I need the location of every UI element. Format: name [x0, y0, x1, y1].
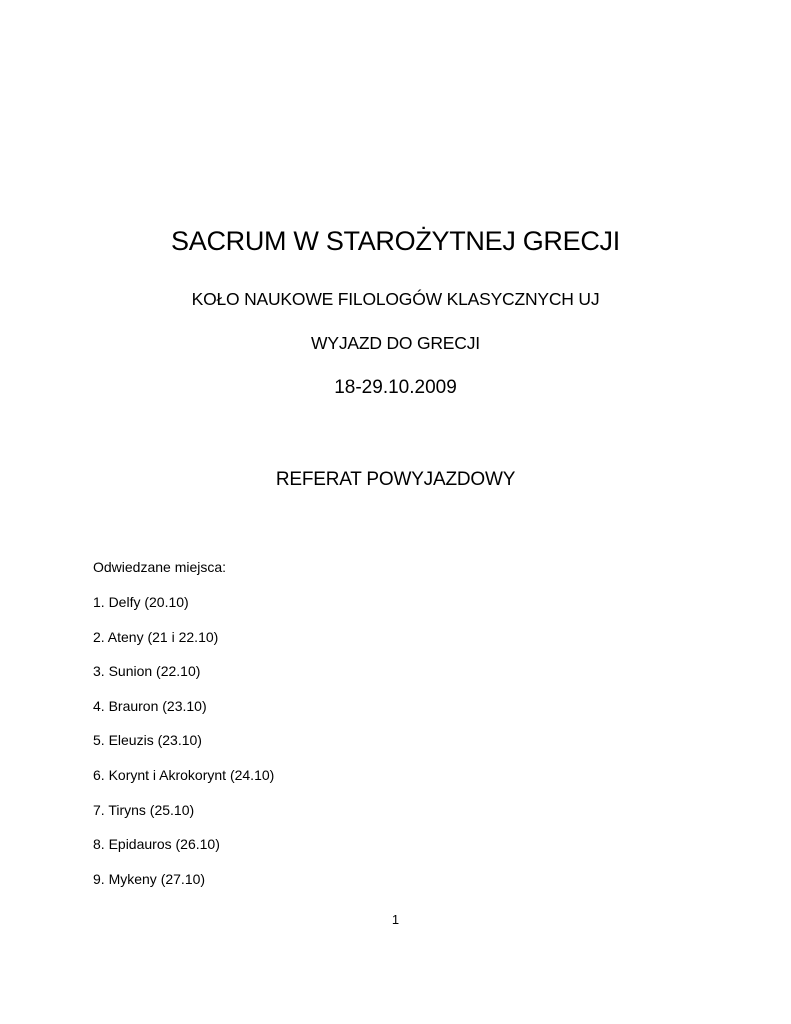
list-item: 7. Tiryns (25.10): [93, 801, 195, 818]
list-item: 5. Eleuzis (23.10): [93, 732, 202, 749]
trip-name: WYJAZD DO GRECJI: [311, 333, 480, 353]
places-list: [93, 594, 274, 905]
page-number: 1: [391, 912, 400, 927]
list-item: 2. Ateny (21 i 22.10): [93, 628, 219, 645]
places-list-intro: Odwiedzane miejsca:: [93, 559, 227, 575]
list-item: 9. Mykeny (27.10): [93, 870, 206, 887]
list-item: 8. Epidauros (26.10): [93, 836, 220, 853]
list-item: 3. Sunion (22.10): [93, 663, 201, 680]
list-item: 1. Delfy (20.10): [93, 594, 189, 610]
report-type: REFERAT POWYJAZDOWY: [275, 469, 516, 490]
list-item: 4. Brauron (23.10): [93, 697, 207, 714]
trip-dates: 18-29.10.2009: [334, 377, 457, 398]
organization-name: KOŁO NAUKOWE FILOLOGÓW KLASYCZNYCH UJ: [191, 289, 600, 309]
document-title: SACRUM W STAROŻYTNEJ GRECJI: [171, 226, 620, 256]
list-item: 6. Korynt i Akrokorynt (24.10): [93, 766, 275, 783]
